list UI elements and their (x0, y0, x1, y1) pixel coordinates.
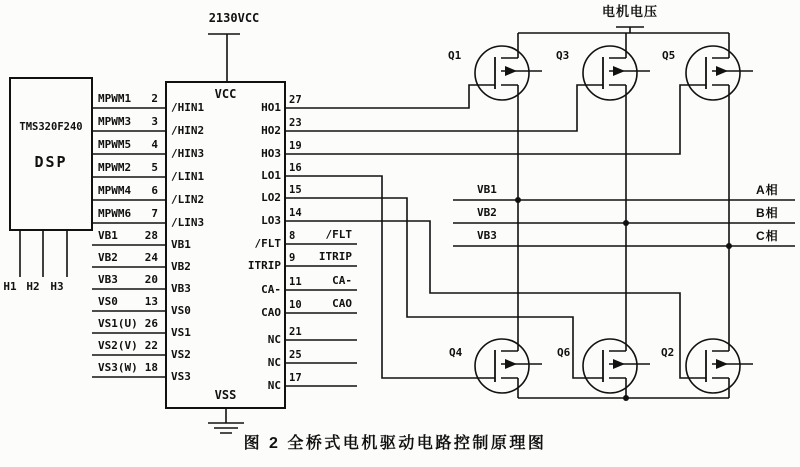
ic-output-pin-label: NC (267, 379, 281, 392)
bus-signal-label: MPWM4 (98, 184, 132, 197)
ic-output-pin-number: 14 (289, 207, 302, 219)
ic-output-pin-number: 15 (289, 184, 302, 196)
bus-pin-number: 28 (144, 229, 158, 242)
ic-input-pin-label: VB2 (171, 260, 191, 273)
ic-vcc-pin-label: VCC (214, 87, 237, 101)
ic-output-pin-label: CAO (261, 306, 281, 319)
bus-signal-label: MPWM3 (98, 115, 132, 128)
ic-output-pin-number: 16 (289, 162, 302, 174)
ic-output-pin-label: HO2 (261, 124, 281, 137)
hall-pin-label: H1 (3, 280, 17, 293)
phase-net-label: VB2 (477, 206, 497, 219)
ic-output-pin-label: /FLT (254, 237, 281, 250)
ic-input-pin-label: VS0 (171, 304, 191, 317)
ic-output-pin-label: NC (267, 356, 281, 369)
bus-pin-number: 7 (151, 207, 158, 220)
junction-dot (515, 197, 521, 203)
ic-output-pin-label: LO3 (261, 214, 281, 227)
bus-pin-number: 5 (151, 161, 158, 174)
mosfet-symbol (475, 339, 542, 393)
transistor-label: Q5 (662, 49, 676, 62)
bus-signal-label: VB3 (98, 273, 118, 286)
hall-wires (20, 230, 67, 277)
ic-input-pin-label: VS3 (171, 370, 191, 383)
mosfet-symbol (686, 46, 753, 100)
bus-pin-number: 6 (151, 184, 158, 197)
supply-wire (208, 34, 240, 82)
mosfet-symbol (475, 46, 542, 100)
ic-output-pin-number: 19 (289, 140, 302, 152)
ic-output-pin-label: HO3 (261, 147, 281, 160)
ic-output-pin-number: 10 (289, 299, 302, 311)
bus-signal-label: MPWM5 (98, 138, 132, 151)
ic-input-pin-label: /LIN2 (171, 193, 205, 206)
ic-input-pin-label: /HIN2 (171, 124, 205, 137)
ic-output-pin-label: ITRIP (247, 259, 281, 272)
ic-output-pin-number: 23 (289, 117, 302, 129)
transistor-label: Q6 (557, 346, 571, 359)
ic-input-pin-label: /HIN1 (171, 101, 205, 114)
mosfet-symbol (686, 339, 753, 393)
hall-pin-label: H3 (50, 280, 64, 293)
ic-output-pin-number: 8 (289, 230, 296, 242)
ic-vss-pin-label: VSS (214, 388, 237, 402)
bus-pin-number: 2 (151, 92, 158, 105)
transistor-label: Q4 (449, 346, 463, 359)
bus-pin-number: 4 (151, 138, 158, 151)
ic-output-pin-number: 21 (289, 326, 302, 338)
bus-pin-number: 26 (144, 317, 158, 330)
hall-pin-label: H2 (26, 280, 40, 293)
figure-caption: 图 2 全桥式电机驱动电路控制原理图 (243, 435, 547, 452)
bus-signal-label: VS2(V) (98, 339, 138, 352)
external-pin-label: CAO (332, 297, 352, 310)
dsp-part-number: TMS320F240 (19, 121, 83, 133)
ic-output-pin-label: LO2 (261, 191, 281, 204)
bus-pin-number: 24 (144, 251, 158, 264)
ic-input-pin-label: VS1 (171, 326, 191, 339)
transistor-label: Q2 (661, 346, 675, 359)
bus-pin-number: 20 (144, 273, 158, 286)
ic-output-pin-number: 27 (289, 94, 302, 106)
bus-pin-number: 13 (144, 295, 158, 308)
bus-signal-label: MPWM2 (98, 161, 132, 174)
phase-name-label: C相 (756, 229, 779, 243)
junction-dot (726, 243, 732, 249)
bus-pin-number: 22 (144, 339, 158, 352)
junction-dot (623, 220, 629, 226)
phase-net-label: VB1 (477, 183, 497, 196)
ic-output-pin-label: LO1 (261, 169, 281, 182)
bus-signal-label: VB2 (98, 251, 118, 264)
motor-voltage-label: 电机电压 (601, 4, 658, 19)
ic-input-pin-label: /LIN3 (171, 216, 205, 229)
mosfet-symbol (583, 46, 650, 100)
junction-dot (623, 395, 629, 401)
motor-voltage-wire (616, 27, 644, 33)
ic-input-pin-label: VS2 (171, 348, 191, 361)
bus-pin-number: 18 (144, 361, 158, 374)
ic-input-pin-label: /LIN1 (171, 170, 205, 183)
bus-pin-number: 3 (151, 115, 158, 128)
transistor-label: Q3 (556, 49, 570, 62)
ic-output-pin-label: CA- (261, 283, 281, 296)
ic-output-pin-number: 17 (289, 372, 302, 384)
ic-output-pin-number: 25 (289, 349, 302, 361)
bus-signal-label: MPWM1 (98, 92, 132, 105)
bus-signal-label: MPWM6 (98, 207, 132, 220)
external-pin-label: /FLT (325, 228, 352, 241)
ic-output-pin-label: HO1 (261, 101, 281, 114)
pin-stubs (285, 244, 357, 386)
ic-input-pin-label: VB3 (171, 282, 191, 295)
external-pin-label: ITRIP (318, 250, 352, 263)
phase-name-label: B相 (756, 206, 779, 220)
ground-symbol (208, 408, 244, 433)
bus-signal-label: VS1(U) (98, 317, 138, 330)
external-pin-label: CA- (332, 274, 352, 287)
mosfet-symbol (583, 339, 650, 393)
ic-output-pin-number: 9 (289, 252, 296, 264)
phase-name-label: A相 (756, 183, 779, 197)
junction-dots (515, 197, 732, 401)
ic-input-pin-label: VB1 (171, 238, 191, 251)
ic-input-pin-label: /HIN3 (171, 147, 205, 160)
bus-signal-label: VB1 (98, 229, 118, 242)
supply-label: 2130VCC (208, 11, 260, 25)
bus-signal-label: VS0 (98, 295, 118, 308)
bus-signal-label: VS3(W) (98, 361, 138, 374)
ic-output-pin-number: 11 (289, 276, 302, 288)
transistor-label: Q1 (448, 49, 462, 62)
dsp-name: DSP (34, 153, 68, 171)
phase-net-label: VB3 (477, 229, 497, 242)
ic-output-pin-label: NC (267, 333, 281, 346)
